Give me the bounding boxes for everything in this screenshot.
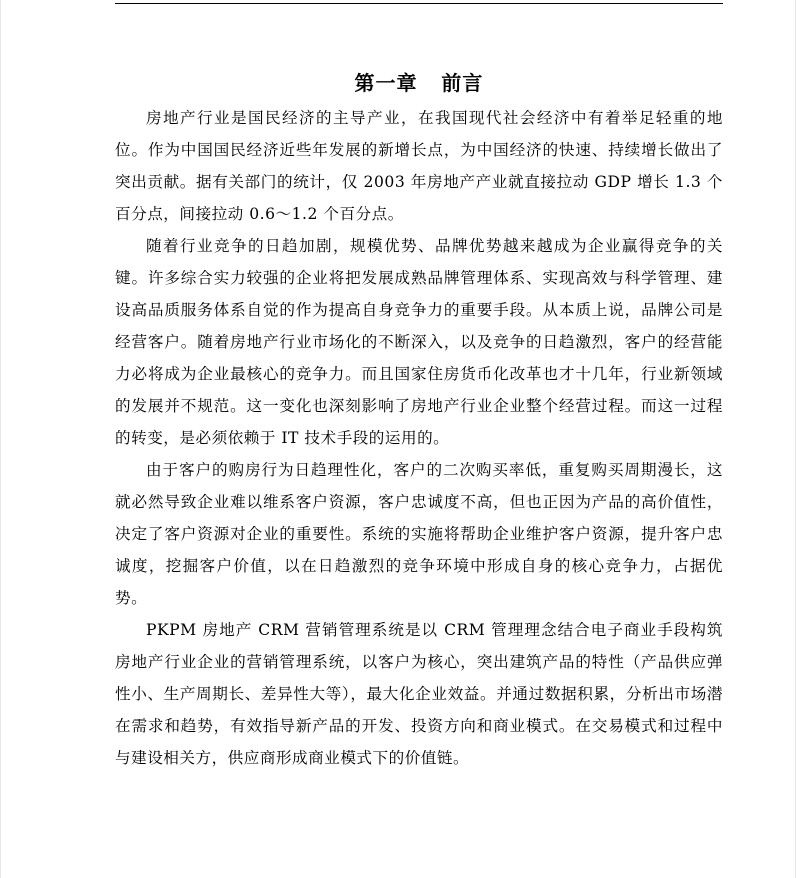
paragraph-1: 房地产行业是国民经济的主导产业，在我国现代社会经济中有着举足轻重的地位。作为中国国民经济近些年发展的新增长点，为中国经济的快速、持续增长做出了突出贡献。据有关部门的统计，仅 2003 年房地产产业就直接拉动 GDP 增长 1.3 个百分点，间接拉动 0.6～1.2 个百分点。 (115, 109, 723, 223)
paragraph-3: 由于客户的购房行为日趋理性化，客户的二次购买率低，重复购买周期漫长，这就必然导致企业难以维系客户资源，客户忠诚度不高，但也正因为产品的高价值性，决定了客户资源对企业的重要性。系统的实施将帮助企业维护客户资源，提升客户忠诚度，挖掘客户价值，以在日趋激烈的竞争环境中形成自身的核心竞争力，占据优势。 (115, 461, 723, 607)
chapter-title: 第一章 前言 (354, 71, 484, 96)
body-text (115, 102, 723, 774)
paragraph-4: PKPM 房地产 CRM 营销管理系统是以 CRM 管理理念结合电子商业手段构筑房地产行业企业的营销管理系统，以客户为核心，突出建筑产品的特性（产品供应弹性小、生产周期长、差异性大等），最大化企业效益。并通过数据积累，分析出市场潜在需求和趋势，有效指导新产品的开发、投资方向和商业模式。在交易模式和过程中与建设相关方，供应商形成商业模式下的价值链。 (115, 621, 723, 767)
header-rule (115, 3, 723, 4)
paragraph-2: 随着行业竞争的日趋加剧，规模优势、品牌优势越来越成为企业赢得竞争的关键。许多综合实力较强的企业将把发展成熟品牌管理体系、实现高效与科学管理、建设高品质服务体系自觉的作为提高自身竞争力的重要手段。从本质上说，品牌公司是经营客户。随着房地产行业市场化的不断深入，以及竞争的日趋激烈，客户的经营能力必将成为企业最核心的竞争力。而且国家住房货币化改革也才十几年，行业新领域的发展并不规范。这一变化也深刻影响了房地产行业企业整个经营过程。而这一过程的转变，是必须依赖于 IT 技术手段的运用的。 (115, 237, 723, 447)
